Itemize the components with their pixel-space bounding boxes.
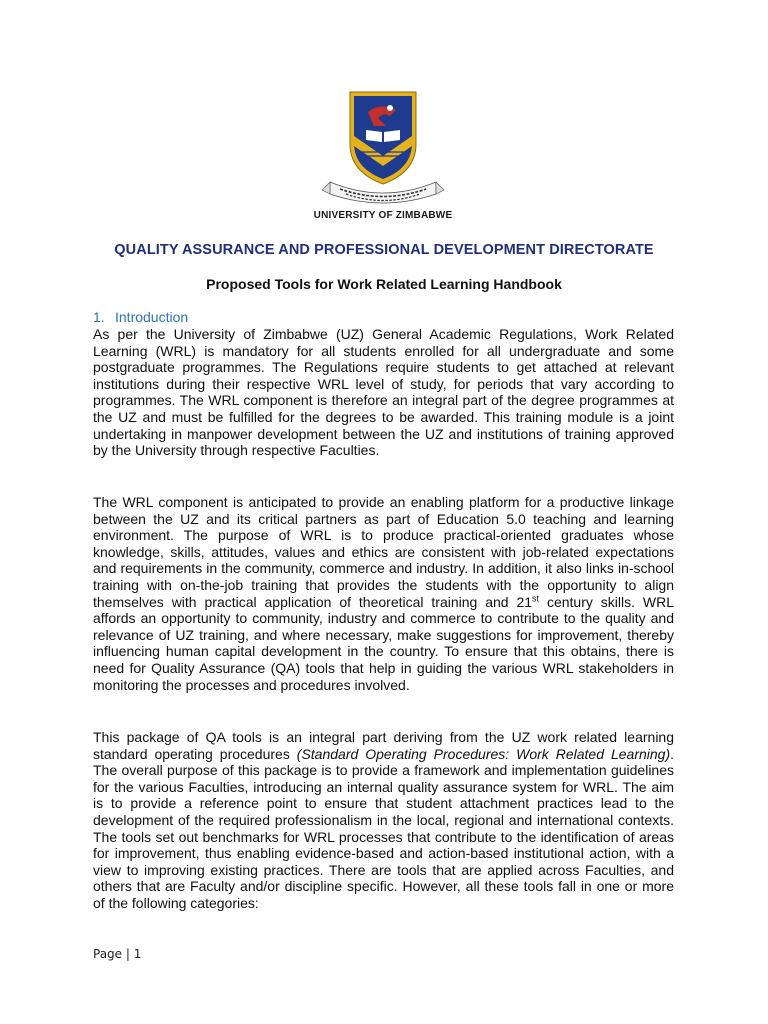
university-crest-icon bbox=[290, 86, 476, 208]
paragraph-2-text-b: century skills. WRL affords an opportunity to community, industry and commerce to contribute to the quality and relevance of UZ training, and where necessary, make suggestions for improvement, thereby influencing human capital development in the country. To ensure that this obtains, there is need for Quality Assurance (QA) tools that help in guiding the various WRL stakeholders in monitoring the processes and procedures involved. bbox=[93, 593, 674, 693]
section-heading-introduction bbox=[93, 309, 188, 325]
intro-paragraph-3 bbox=[93, 729, 674, 912]
intro-paragraph-1: As per the University of Zimbabwe (UZ) General Academic Regulations, Work Related Learning (WRL) is mandatory for all students enrolled for all undergraduate and some postgraduate programmes. The Regulations require students to get attached at relevant institutions during their respective WRL level of study, for periods that vary according to programmes. The WRL component is therefore an integral part of the degree programmes at the UZ and must be fulfilled for the degrees to be awarded. This training module is a joint undertaking in manpower development between the UZ and institutions of training approved by the University through respective Faculties. bbox=[93, 326, 674, 459]
superscript-st: st bbox=[532, 592, 540, 603]
university-logo bbox=[290, 86, 476, 236]
paragraph-3-text-a: This package of QA tools is an integral part deriving from the UZ work related learning standard operating procedures bbox=[93, 729, 674, 762]
directorate-heading: QUALITY ASSURANCE AND PROFESSIONAL DEVELOPMENT DIRECTORATE bbox=[114, 242, 654, 258]
page-footer: Page | 1 bbox=[93, 947, 142, 961]
university-name-caption: UNIVERSITY OF ZIMBABWE bbox=[313, 210, 453, 221]
sop-reference: (Standard Operating Procedures: Work Related Learning) bbox=[296, 745, 671, 762]
paragraph-2-text-a: The WRL component is anticipated to provide an enabling platform for a productive linkage between the UZ and its critical partners as part of Education 5.0 teaching and learning environment. The purpose of WRL is to produce practical-oriented graduates whose knowledge, skills, attitudes, values and ethics are consistent with job-related expectations and requirements in the community, commerce and industry. In addition, it also links in-school training with on-the-job training that provides the students with the opportunity to align themselves with practical application of theoretical training and 21 bbox=[93, 494, 674, 610]
section-number: 1. bbox=[93, 309, 105, 325]
intro-paragraph-2 bbox=[93, 494, 674, 693]
section-title: Introduction bbox=[115, 309, 189, 325]
document-title: Proposed Tools for Work Related Learning Handbook bbox=[206, 276, 562, 292]
paragraph-3-text-b: . The overall purpose of this package is to provide a framework and implementation guidelines for the various Faculties, introducing an internal quality assurance system for WRL. The aim is to provide a reference point to ensure that student attachment practices lead to the development of the required professionalism in the local, regional and international contexts. The tools set out benchmarks for WRL processes that contribute to the identification of areas for improvement, thus enabling evidence-based and action-based institutional action, with a view to improving existing practices. There are tools that are applied across Faculties, and others that are Faculty and/or discipline specific. However, all these tools fall in one or more of the following categories: bbox=[93, 745, 675, 911]
